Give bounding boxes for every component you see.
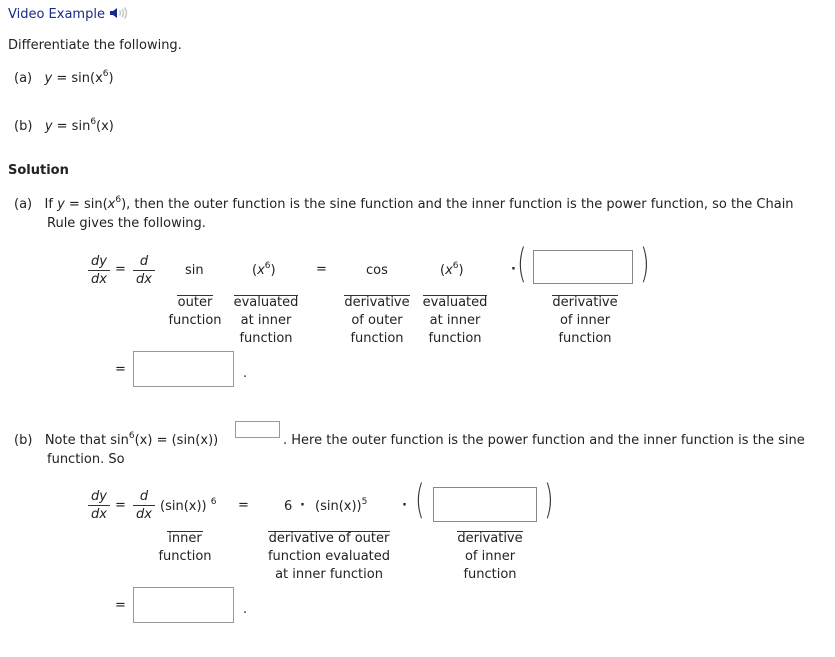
solution-b-text-2: (x) = (sin(x)) bbox=[134, 433, 219, 448]
solution-b-exponent-input[interactable] bbox=[235, 421, 280, 438]
label-deriv-inner-b3: function bbox=[463, 567, 517, 582]
solution-b-sinx5-base: (sin(x)) bbox=[315, 499, 362, 514]
label-derivative-outer-b bbox=[258, 530, 400, 584]
solution-b-d-dx bbox=[133, 489, 155, 522]
label-function: function bbox=[168, 313, 222, 328]
x6-close-2: ) bbox=[458, 263, 464, 278]
solution-b-dot-1: · bbox=[300, 498, 305, 513]
solution-a-text-2: = sin( bbox=[64, 197, 108, 212]
solution-a-x6-2 bbox=[440, 263, 464, 278]
problem-b-lhs: y bbox=[44, 119, 53, 134]
solution-b-sinx5-exp: 5 bbox=[361, 497, 368, 507]
problem-b-label: (b) bbox=[14, 119, 33, 134]
solution-b-text-line2: function. So bbox=[47, 452, 125, 467]
x6-x: x bbox=[257, 263, 265, 278]
solution-b-rparen: ) bbox=[544, 477, 554, 523]
solution-a-text-line1 bbox=[14, 197, 794, 212]
problem-b-eq: = sin bbox=[56, 119, 91, 134]
label-function-b1: function bbox=[158, 549, 212, 564]
solution-b-answer-eq: = bbox=[115, 598, 126, 613]
solution-b-sinx6 bbox=[160, 499, 216, 514]
x6-open: ( bbox=[252, 263, 258, 278]
solution-b-answer-period: . bbox=[243, 602, 248, 617]
problem-a-lhs: y bbox=[44, 71, 53, 86]
label-deriv-outer-b2: function evaluated bbox=[267, 549, 391, 564]
label-deriv-outer-b1: derivative of outer bbox=[268, 531, 390, 546]
solution-a-dx2: dx bbox=[136, 272, 152, 287]
speaker-icon[interactable] bbox=[109, 6, 129, 24]
solution-a-dy: dy bbox=[88, 254, 110, 271]
label-of-inner: of inner bbox=[559, 313, 611, 328]
label-evaluated: evaluated bbox=[233, 295, 299, 310]
solution-b-eq-2: = bbox=[238, 498, 249, 513]
label-at-inner: at inner bbox=[240, 313, 292, 328]
solution-b-dx: dx bbox=[91, 507, 107, 522]
label-derivative-inner-b bbox=[453, 530, 527, 584]
solution-b-label: (b) bbox=[14, 433, 33, 448]
solution-a-answer-period: . bbox=[243, 366, 248, 381]
label-outer: outer bbox=[177, 295, 213, 310]
solution-b-dy-dx bbox=[88, 489, 110, 522]
solution-a-text-1: If bbox=[44, 197, 58, 212]
x6-open-2: ( bbox=[440, 263, 446, 278]
solution-b-d: d bbox=[133, 489, 155, 506]
x6-exp-2: 6 bbox=[452, 261, 459, 271]
problem-b-rest: (x) bbox=[96, 119, 114, 134]
problem-a-eq: = sin(x bbox=[56, 71, 103, 86]
solution-b-sinx-exp: 6 bbox=[210, 497, 217, 507]
problem-a-label: (a) bbox=[14, 71, 33, 86]
solution-a-text-3: ), then the outer function is the sine function and the inner function is the power function, so the Chain bbox=[121, 197, 794, 212]
solution-a-dot: · bbox=[511, 262, 516, 277]
label-derivative: derivative bbox=[344, 295, 410, 310]
solution-a-x6-1 bbox=[252, 263, 276, 278]
label-inner-function-b bbox=[153, 530, 217, 566]
solution-b-text-exp: 6 bbox=[128, 431, 135, 441]
solution-a-dy-dx bbox=[88, 254, 110, 287]
label-evaluated-at-inner-2 bbox=[419, 294, 491, 348]
label-derivative-of-inner bbox=[548, 294, 622, 348]
label-deriv-outer-b3: at inner function bbox=[275, 567, 383, 582]
solution-a-eq-1: = bbox=[115, 262, 126, 277]
video-example-link[interactable] bbox=[8, 6, 129, 24]
video-example-label[interactable]: Video Example bbox=[8, 7, 105, 22]
solution-a-dx: dx bbox=[91, 272, 107, 287]
solution-a-text-line2: Rule gives the following. bbox=[47, 216, 206, 231]
label-deriv-inner-b2: of inner bbox=[464, 549, 516, 564]
solution-a-final-answer-input[interactable] bbox=[133, 351, 234, 387]
solution-a-lparen: ( bbox=[517, 241, 527, 287]
problem-a-close: ) bbox=[108, 71, 114, 86]
solution-a-cos: cos bbox=[366, 263, 388, 278]
label-deriv-inner-b1: derivative bbox=[457, 531, 523, 546]
solution-b-final-answer-input[interactable] bbox=[133, 587, 234, 623]
label-function-inner: function bbox=[558, 331, 612, 346]
solution-b-six: 6 bbox=[284, 499, 293, 514]
solution-a-text-y: y bbox=[57, 197, 65, 212]
solution-a-d-dx bbox=[133, 254, 155, 287]
solution-a-d: d bbox=[133, 254, 155, 271]
solution-b-dot-2: · bbox=[402, 498, 407, 513]
problem-a bbox=[14, 71, 114, 86]
solution-a-label: (a) bbox=[14, 197, 33, 212]
label-inner-b: inner bbox=[168, 531, 202, 546]
solution-b-dx2: dx bbox=[136, 507, 152, 522]
x6-close: ) bbox=[270, 263, 276, 278]
label-function-2: function bbox=[239, 331, 293, 346]
solution-b-sinx: (sin(x)) bbox=[160, 499, 207, 514]
solution-a-sin: sin bbox=[185, 263, 204, 278]
label-function-3: function bbox=[350, 331, 404, 346]
label-evaluated-b: evaluated bbox=[422, 295, 488, 310]
label-derivative-of-outer bbox=[340, 294, 414, 348]
solution-b-text-3: . Here the outer function is the power function and the inner function is the sine bbox=[283, 433, 805, 448]
intro-text: Differentiate the following. bbox=[8, 38, 182, 53]
solution-b-text-line1 bbox=[14, 433, 218, 448]
solution-b-lparen: ( bbox=[415, 477, 425, 523]
solution-b-eq-1: = bbox=[115, 498, 126, 513]
solution-a-answer-eq: = bbox=[115, 362, 126, 377]
solution-a-eq-2: = bbox=[316, 262, 327, 277]
solution-b-inner-derivative-input[interactable] bbox=[433, 487, 537, 522]
label-function-b: function bbox=[428, 331, 482, 346]
label-derivative-inner: derivative bbox=[552, 295, 618, 310]
label-outer-function bbox=[165, 294, 225, 330]
solution-a-text-x: x bbox=[107, 197, 116, 212]
problem-a-exp: 6 bbox=[102, 69, 109, 79]
x6-exp: 6 bbox=[264, 261, 271, 271]
solution-a-rparen: ) bbox=[640, 241, 650, 287]
x6-x-2: x bbox=[445, 263, 453, 278]
solution-a-text-exp: 6 bbox=[115, 195, 122, 205]
solution-b-dy: dy bbox=[88, 489, 110, 506]
label-at-inner-b: at inner bbox=[429, 313, 481, 328]
label-evaluated-at-inner bbox=[231, 294, 301, 348]
solution-a-inner-derivative-input[interactable] bbox=[533, 250, 633, 284]
solution-b-text-1: Note that sin bbox=[44, 433, 129, 448]
problem-b bbox=[14, 119, 114, 134]
label-of-outer: of outer bbox=[351, 313, 403, 328]
solution-heading: Solution bbox=[8, 163, 69, 178]
solution-b-sinx5 bbox=[315, 499, 367, 514]
problem-b-exp: 6 bbox=[90, 117, 97, 127]
